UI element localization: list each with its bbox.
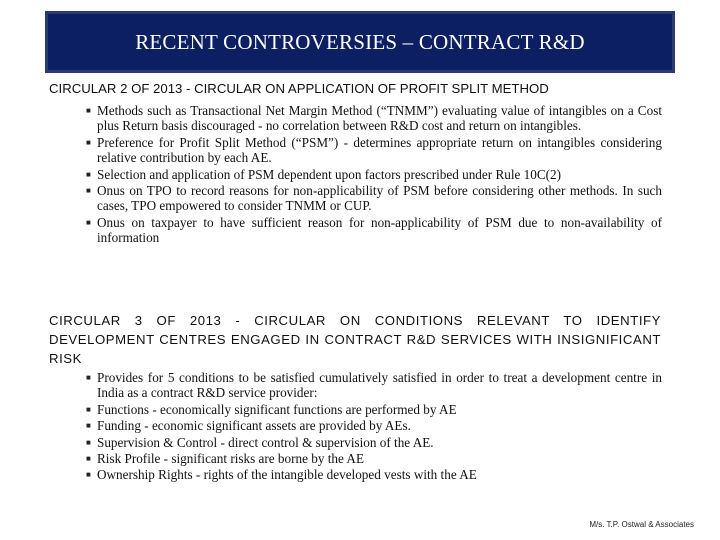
square-bullet-icon: ■ <box>86 217 91 227</box>
circular-3-bullet-list <box>86 370 662 484</box>
bullet-text: Ownership Rights - rights of the intangible developed vests with the AE <box>97 467 477 483</box>
footer-credit: M/s. T.P. Ostwal & Associates <box>589 520 694 529</box>
bullet-text: Methods such as Transactional Net Margin Method (“TNMM”) evaluating value of intangibles on a Cost plus Return basis discouraged - no correlation between R&D cost and return on intangibles. <box>97 103 662 134</box>
square-bullet-icon: ■ <box>86 437 91 447</box>
bullet-text: Provides for 5 conditions to be satisfied cumulatively satisfied in order to treat a development centre in India as a contract R&D service provider: <box>97 370 662 401</box>
list-item <box>86 183 662 214</box>
list-item <box>86 402 662 417</box>
list-item <box>86 215 662 246</box>
list-item <box>86 451 662 466</box>
list-item <box>86 418 662 433</box>
square-bullet-icon: ■ <box>86 404 91 414</box>
square-bullet-icon: ■ <box>86 106 91 115</box>
list-item <box>86 135 662 166</box>
title-banner <box>45 11 675 73</box>
square-bullet-icon: ■ <box>86 186 91 196</box>
section-heading-circular-2: CIRCULAR 2 OF 2013 - CIRCULAR ON APPLICATION OF PROFIT SPLIT METHOD <box>49 81 549 96</box>
slide-title: RECENT CONTROVERSIES – CONTRACT R&D <box>135 29 585 54</box>
square-bullet-icon: ■ <box>86 470 91 480</box>
bullet-text: Funding - economic significant assets are provided by AEs. <box>97 418 411 434</box>
square-bullet-icon: ■ <box>86 454 91 464</box>
bullet-text: Onus on taxpayer to have sufficient reason for non-applicability of PSM due to non-availability of information <box>97 214 662 246</box>
square-bullet-icon: ■ <box>86 137 91 147</box>
list-item <box>86 467 662 482</box>
bullet-text: Selection and application of PSM dependent upon factors prescribed under Rule 10C(2) <box>97 166 562 182</box>
list-item <box>86 370 662 401</box>
bullet-text: Functions - economically significant functions are performed by AE <box>97 401 457 417</box>
bullet-text: Supervision & Control - direct control & supervision of the AE. <box>97 434 434 450</box>
bullet-text: Preference for Profit Split Method (“PSM”) - determines appropriate return on intangibles considering relative contribution by each AE. <box>97 134 662 166</box>
list-item <box>86 435 662 450</box>
list-item <box>86 167 662 182</box>
section-heading-circular-3: CIRCULAR 3 OF 2013 - CIRCULAR ON CONDITIONS RELEVANT TO IDENTIFY DEVELOPMENT CENTRES ENGAGED IN CONTRACT R&D SERVICES WITH INSIGNIFICANT RISK <box>49 313 661 366</box>
bullet-text: Risk Profile - significant risks are borne by the AE <box>97 451 364 467</box>
square-bullet-icon: ■ <box>86 169 91 179</box>
list-item <box>86 103 662 134</box>
bullet-text: Onus on TPO to record reasons for non-applicability of PSM before considering other methods. In such cases, TPO empowered to consider TNMM or CUP. <box>97 183 662 214</box>
square-bullet-icon: ■ <box>86 373 91 382</box>
square-bullet-icon: ■ <box>86 421 91 431</box>
circular-2-bullet-list <box>86 103 662 247</box>
